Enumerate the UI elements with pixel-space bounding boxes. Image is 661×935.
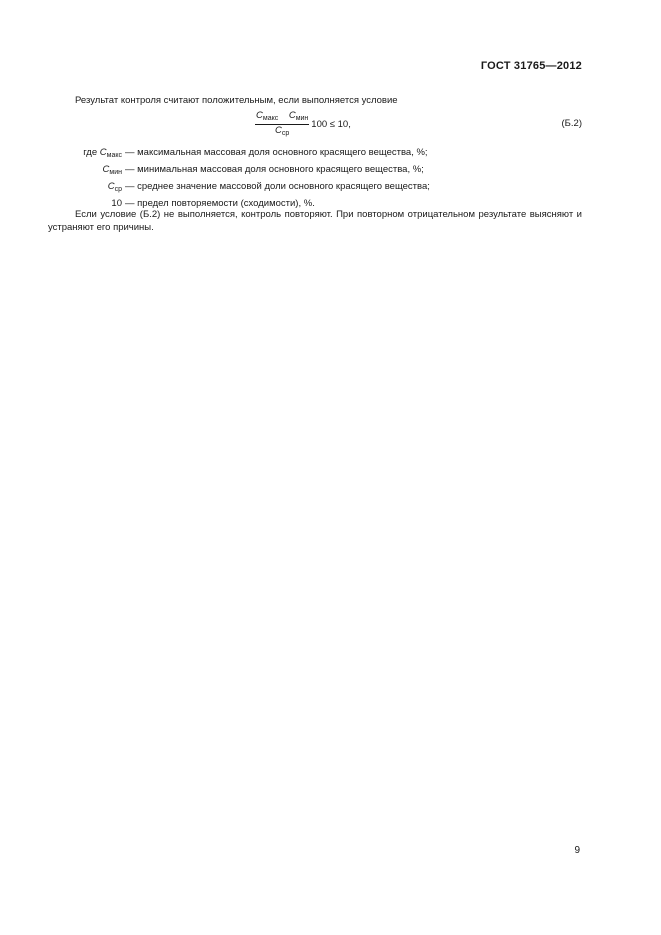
- formula-tail: 100 ≤ 10,: [311, 119, 351, 130]
- symbol-c: C: [256, 110, 263, 121]
- formula-numerator: [255, 110, 309, 125]
- definition-row: [48, 163, 430, 180]
- symbol-c: C: [99, 147, 107, 158]
- definitions-list: [48, 146, 430, 211]
- subscript-avg: ср: [281, 130, 290, 137]
- page-number: 9: [574, 845, 580, 856]
- formula-fraction: [255, 110, 309, 139]
- definition-row: [48, 146, 430, 163]
- symbol-subscript: ср: [114, 186, 122, 193]
- formula-denominator: [275, 125, 289, 139]
- definition-symbol: [48, 180, 125, 197]
- definition-text: — минимальная массовая доля основного красящего вещества, %;: [125, 164, 424, 175]
- symbol-subscript: мин: [109, 169, 122, 176]
- document-code-header: ГОСТ 31765—2012: [480, 60, 582, 72]
- equation-number: (Б.2): [561, 118, 582, 129]
- definition-row: [48, 180, 430, 197]
- symbol-c: C: [102, 164, 110, 175]
- definition-prefix: где: [83, 147, 100, 158]
- repeat-paragraph: Если условие (Б.2) не выполняется, контроль повторяют. При повторном отрицательном результате выясняют и устраняют его причины.: [48, 209, 582, 233]
- symbol-subscript: макс: [106, 152, 122, 159]
- minus-sign: –: [280, 110, 287, 121]
- subscript-max: макс: [262, 115, 279, 122]
- definition-prefix: 10: [111, 198, 122, 209]
- symbol-c: C: [288, 110, 296, 121]
- symbol-c: C: [275, 125, 282, 136]
- symbol-c: C: [107, 181, 115, 192]
- intro-paragraph: Результат контроля считают положительным, если выполняется условие: [75, 95, 398, 106]
- definition-text: — максимальная массовая доля основного красящего вещества, %;: [125, 147, 428, 158]
- definition-text: — среднее значение массовой доли основного красящего вещества;: [125, 181, 430, 192]
- definition-text: — предел повторяемости (сходимости), %.: [125, 198, 315, 209]
- subscript-min: мин: [295, 115, 309, 122]
- formula-b2: [255, 110, 351, 139]
- definition-symbol: [48, 146, 125, 163]
- definition-symbol: [48, 163, 125, 180]
